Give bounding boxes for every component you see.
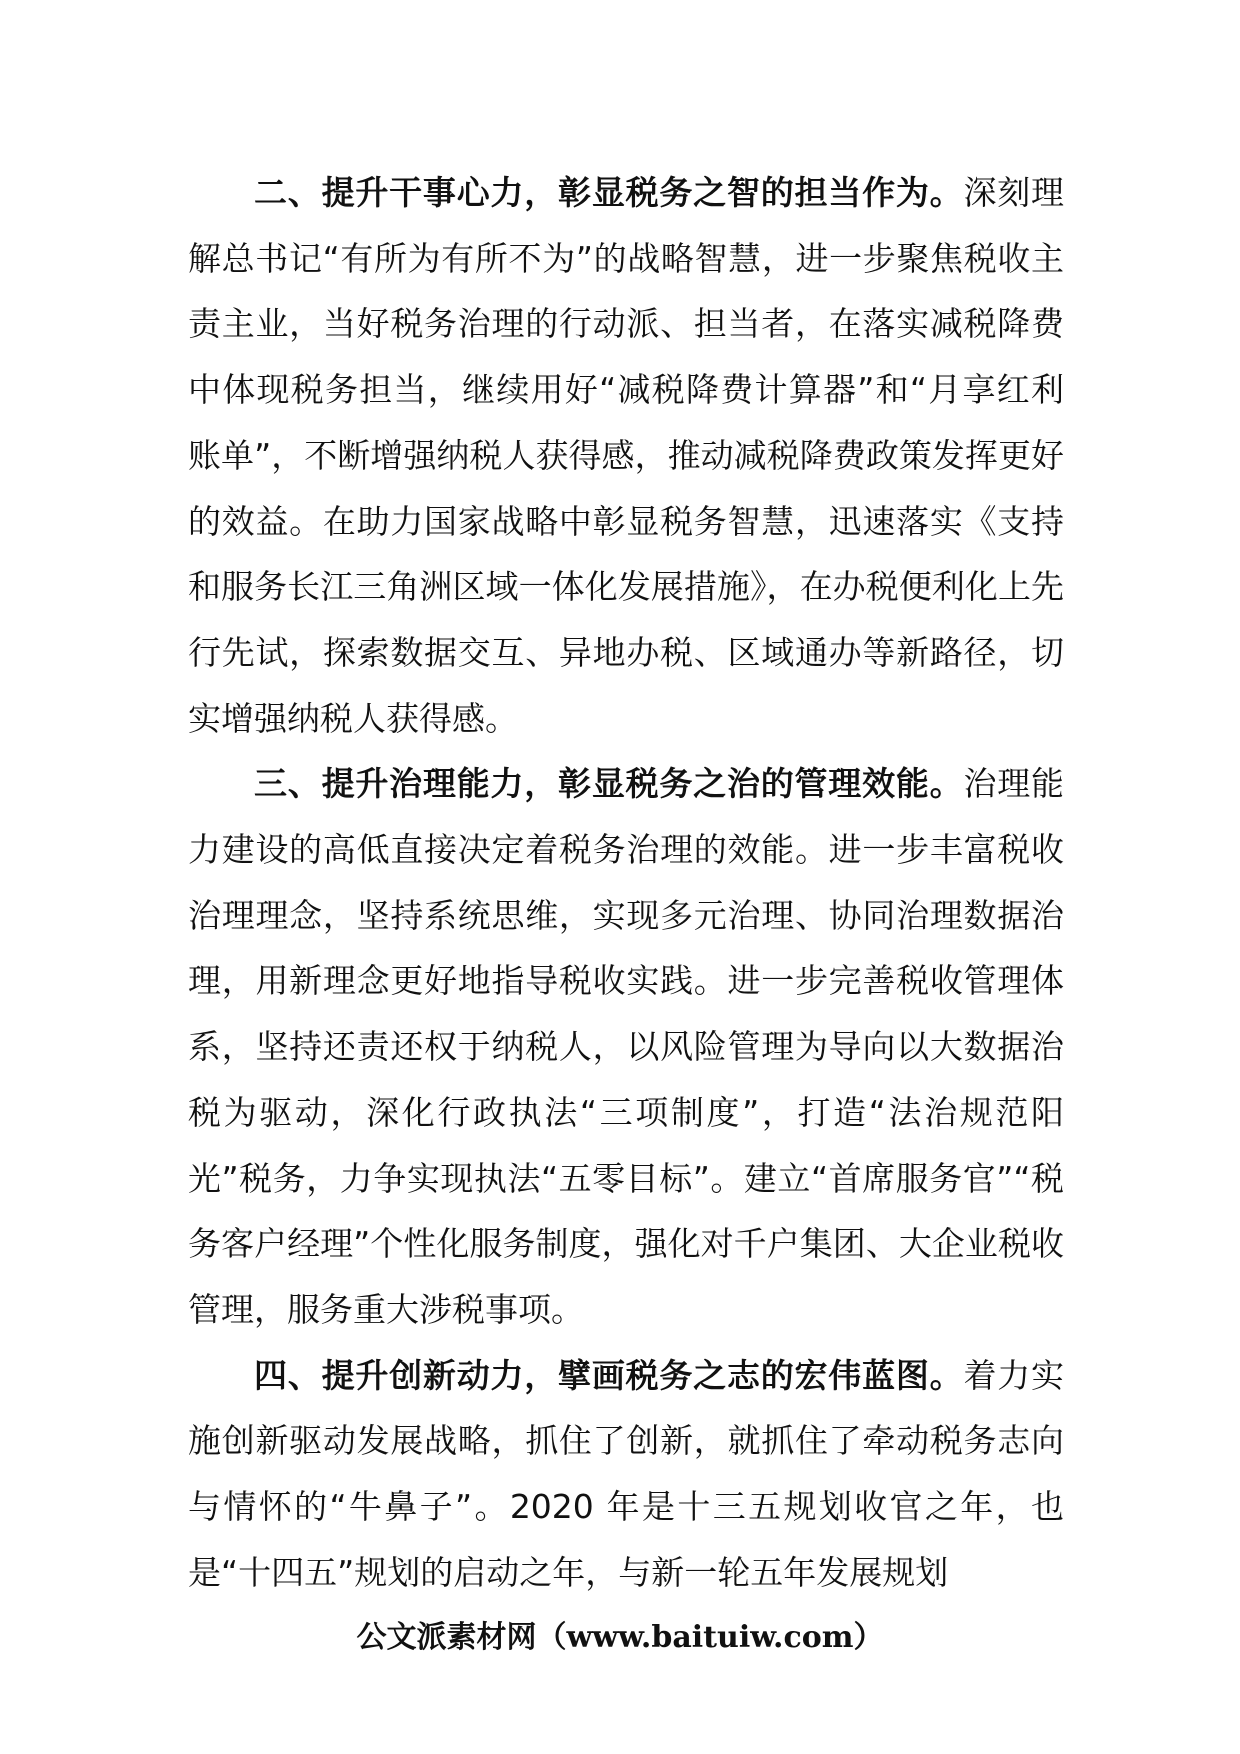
paragraph-2 [188, 160, 1064, 751]
paragraph-text: 着力实施创新驱动发展战略，抓住了创新，就抓住了牵动税务志向与情怀的“牛鼻子”。2020 年是十三五规划收官之年，也是“十四五”规划的启动之年，与新一轮五年发展规划 [188, 1355, 1065, 1592]
paragraph-text: 深刻理解总书记“有所为有所不为”的战略智慧，进一步聚焦税收主责主业，当好税务治理的行动派、担当者，在落实减税降费中体现税务担当，继续用好“减税降费计算器”和“月享红利账单”，不断增强纳税人获得感，推动减税降费政策发挥更好的效益。在助力国家战略中彰显税务智慧，迅速落实《支持和服务长江三角洲区域一体化发展措施》，在办税便利化上先行先试，探索数据交互、异地办税、区域通办等新路径，切实增强纳税人获得感。 [188, 173, 1065, 738]
paragraph-text: 治理能力建设的高低直接决定着税务治理的效能。进一步丰富税收治理理念，坚持系统思维，实现多元治理、协同治理数据治理，用新理念更好地指导税收实践。进一步完善税收管理体系，坚持还责还权于纳税人，以风险管理为导向以大数据治税为驱动，深化行政执法“三项制度”，打造“法治规范阳光”税务，力争实现执法“五零目标”。建立“首席服务官”“税务客户经理”个性化服务制度，强化对千户集团、大企业税收管理，服务重大涉税事项。 [188, 764, 1065, 1329]
footer-watermark-text: 公文派素材网（www.baituiw.com） [356, 1620, 884, 1655]
paragraph-heading: 三、提升治理能力，彰显税务之治的管理效能。 [254, 764, 964, 804]
paragraph-4 [188, 1343, 1064, 1606]
paragraph-heading: 二、提升干事心力，彰显税务之智的担当作为。 [254, 173, 964, 212]
paragraph-heading: 四、提升创新动力，擘画税务之志的宏伟蓝图。 [254, 1355, 964, 1395]
paragraph-3 [188, 751, 1064, 1342]
document-body [188, 160, 1064, 1605]
